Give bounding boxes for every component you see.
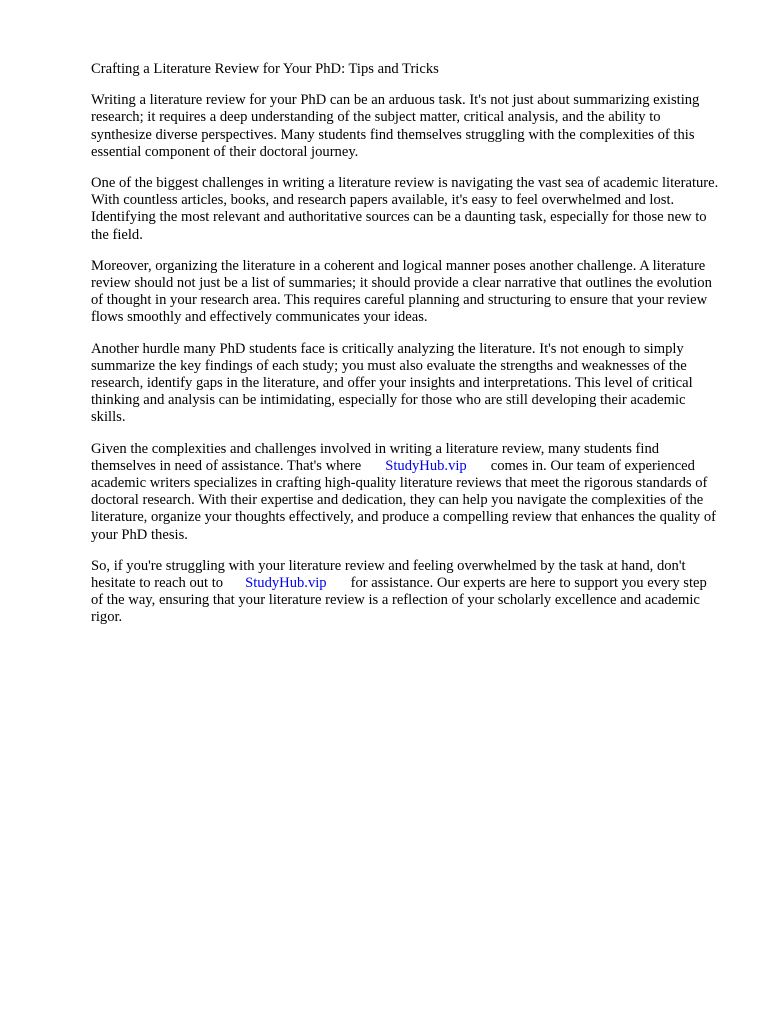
paragraph-organization-challenge: Moreover, organizing the literature in a coherent and logical manner poses another challenge. A literature review should not just be a list of summaries; it should provide a clear narrative that outlines the evolution of thought in your research area. This requires careful planning and structuring to ensure that your review flows smoothly and effectively communicates your ideas. [91, 257, 712, 326]
studyhub-link[interactable]: StudyHub.vip [385, 457, 467, 474]
document-title: Crafting a Literature Review for Your PhD: Tips and Tricks [91, 61, 439, 77]
paragraph-assistance-text-before: Given the complexities and challenges involved in writing a literature review, many students find themselves in need of assistance. That's where [91, 440, 660, 474]
paragraph-assistance-text-after: comes in. Our team of experienced academic writers specializes in crafting high-quality literature reviews that meet the rigorous standards of doctoral research. With their expertise and dedication, they can help you navigate the complexities of the literature, organize your thoughts effectively, and produce a compelling review that enhances the quality of your PhD thesis. [91, 457, 717, 543]
paragraph-closing-text-after: for assistance. Our experts are here to support you every step of the way, ensuring that your literature review is a reflection of your scholarly excellence and academic rigor. [91, 575, 707, 626]
paragraph-closing [91, 558, 721, 627]
paragraph-critical-analysis: Another hurdle many PhD students face is critically analyzing the literature. It's not enough to simply summarize the key findings of each study; you must also evaluate the strengths and weaknesses of the research, identify gaps in the literature, and offer your insights and interpretations. This level of critical thinking and analysis can be intimidating, especially for those who are still developing their academic skills. [91, 340, 693, 426]
studyhub-link-closing[interactable]: StudyHub.vip [245, 575, 327, 592]
paragraph-sources-challenge: One of the biggest challenges in writing a literature review is navigating the vast sea of academic literature. With countless articles, books, and research papers available, it's easy to feel overwhelmed and lost. Identifying the most relevant and authoritative sources can be a daunting task, especially for those new to the field. [91, 175, 719, 243]
paragraph-intro: Writing a literature review for your PhD can be an arduous task. It's not just about summarizing existing research; it requires a deep understanding of the subject matter, critical analysis, and the ability to synthesize diverse perspectives. Many students find themselves struggling with the complexities of this essential component of their doctoral journey. [91, 92, 700, 160]
paragraph-closing-text-before: So, if you're struggling with your literature review and feeling overwhelmed by the task at hand, don't hesitate to reach out to [91, 557, 686, 592]
document-page [91, 61, 721, 641]
paragraph-assistance [91, 441, 721, 544]
